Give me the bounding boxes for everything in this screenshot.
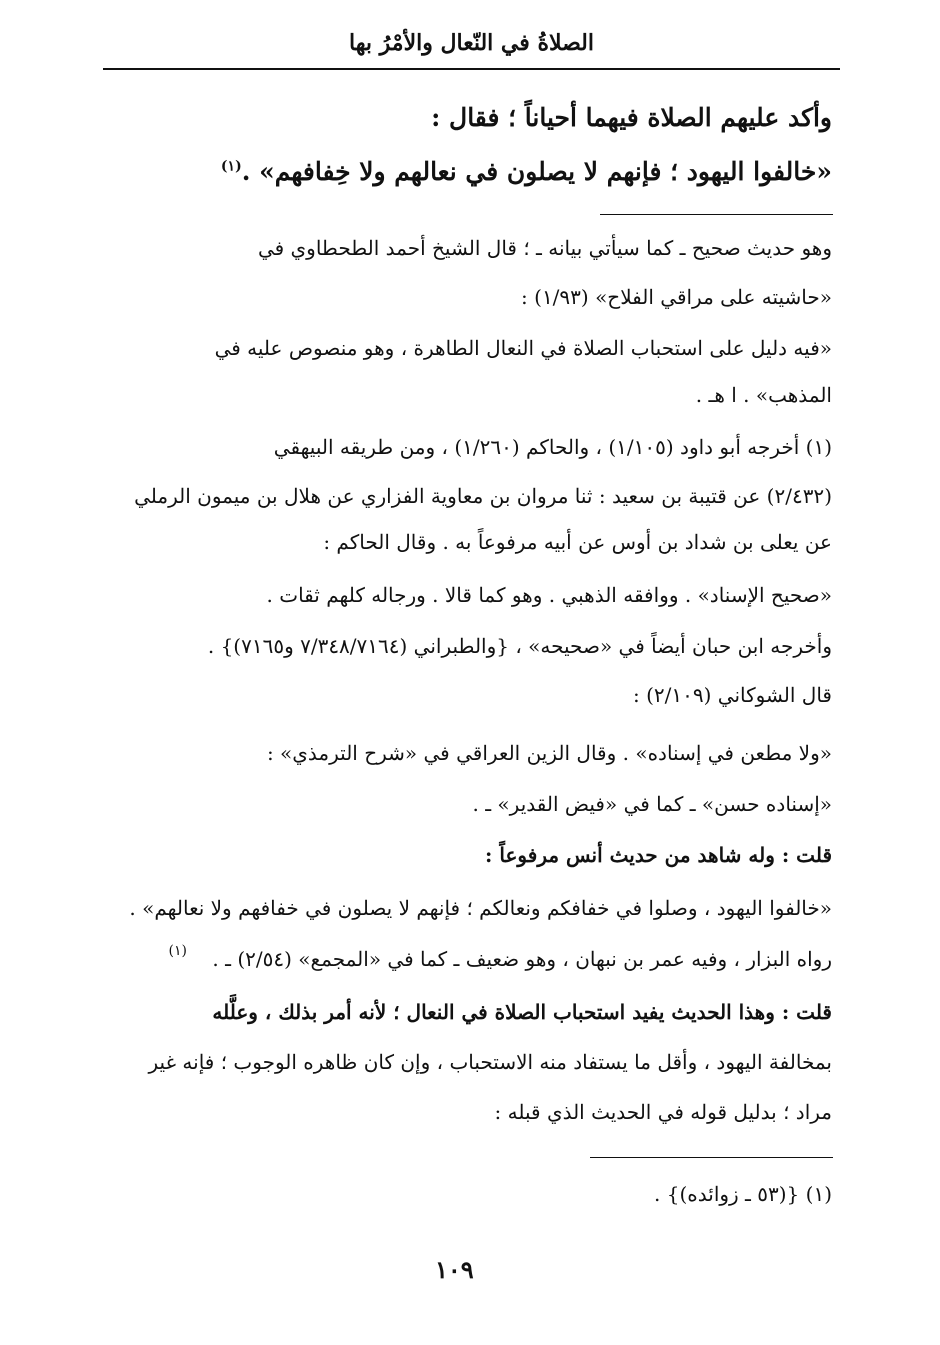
page-number: ١٠٩ bbox=[435, 1255, 474, 1284]
note-line: «فيه دليل على استحباب الصلاة في النعال الطاهرة ، وهو منصوص عليه في bbox=[214, 336, 832, 360]
note-line: قلت : وله شاهد من حديث أنس مرفوعاً : bbox=[485, 843, 832, 867]
note-line: قال الشوكاني (٢/١٠٩) : bbox=[632, 683, 832, 707]
note-line: «صحيح الإسناد» . ووافقه الذهبي . وهو كما قالا . ورجاله كلهم ثقات . bbox=[266, 583, 832, 607]
header-rule bbox=[103, 68, 840, 70]
note-line: قلت : وهذا الحديث يفيد استحباب الصلاة في النعال ؛ لأنه أمر بذلك ، وعلَّله bbox=[212, 1000, 832, 1024]
running-header: الصلاةُ في النّعال والأمْرُ بها bbox=[349, 30, 594, 56]
note-line: عن يعلى بن شداد بن أوس عن أبيه مرفوعاً به . وقال الحاكم : bbox=[323, 530, 832, 554]
note-line: بمخالفة اليهود ، وأقل ما يستفاد منه الاستحباب ، وإن كان ظاهره الوجوب ؛ فإنه غير bbox=[148, 1050, 832, 1074]
note-line: «خالفوا اليهود ، وصلوا في خفافكم ونعالكم ؛ فإنهم لا يصلون في خفافهم ولا نعالهم» . bbox=[129, 896, 832, 920]
inline-footnote-ref: (١) bbox=[168, 943, 187, 959]
note-line: «ولا مطعن في إسناده» . وقال الزين العراقي في «شرح الترمذي» : bbox=[266, 741, 832, 765]
note-line: (١) أخرجه أبو داود (١/١٠٥) ، والحاكم (١/٢٦٠) ، ومن طريقه البيهقي bbox=[273, 435, 832, 459]
note-line: «إسناده حسن» ـ كما في «فيض القدير» ـ . bbox=[472, 792, 832, 816]
note-line: وهو حديث صحيح ـ كما سيأتي بيانه ـ ؛ قال الشيخ أحمد الطحطاوي في bbox=[257, 236, 832, 260]
note-line-text: رواه البزار ، وفيه عمر بن نبهان ، وهو ضعيف ـ كما في «المجمع» (٢/٥٤) ـ . bbox=[212, 947, 832, 971]
note-line: وأخرجه ابن حبان أيضاً في «صحيحه» ، {والطبراني (٧/٣٤٨/٧١٦٤ و٧١٦٥)} . bbox=[207, 634, 832, 658]
lead-line-2-text: «خالفوا اليهود ؛ فإنهم لا يصلون في نعالهم ولا خِفافهم» . bbox=[241, 157, 832, 186]
lead-line-2 bbox=[221, 157, 832, 186]
footnote-ref: (١) bbox=[220, 158, 242, 175]
bottom-footnote: (١) {(٥٣ ـ زوائده)} . bbox=[654, 1182, 832, 1206]
lead-line-1: وأكد عليهم الصلاة فيهما أحياناً ؛ فقال : bbox=[431, 103, 832, 132]
note-line: (٢/٤٣٢) عن قتيبة بن سعيد : ثنا مروان بن معاوية الفزاري عن هلال بن ميمون الرملي bbox=[134, 484, 832, 508]
footnote-separator-rule bbox=[600, 214, 833, 215]
note-line: المذهب» . ا هـ . bbox=[695, 383, 832, 407]
note-line: «حاشيته على مراقي الفلاح» (١/٩٣) : bbox=[521, 285, 832, 309]
note-line: مراد ؛ بدليل قوله في الحديث الذي قبله : bbox=[494, 1100, 832, 1124]
note-line-with-ref bbox=[168, 943, 832, 971]
bottom-footnote-rule bbox=[590, 1157, 833, 1158]
